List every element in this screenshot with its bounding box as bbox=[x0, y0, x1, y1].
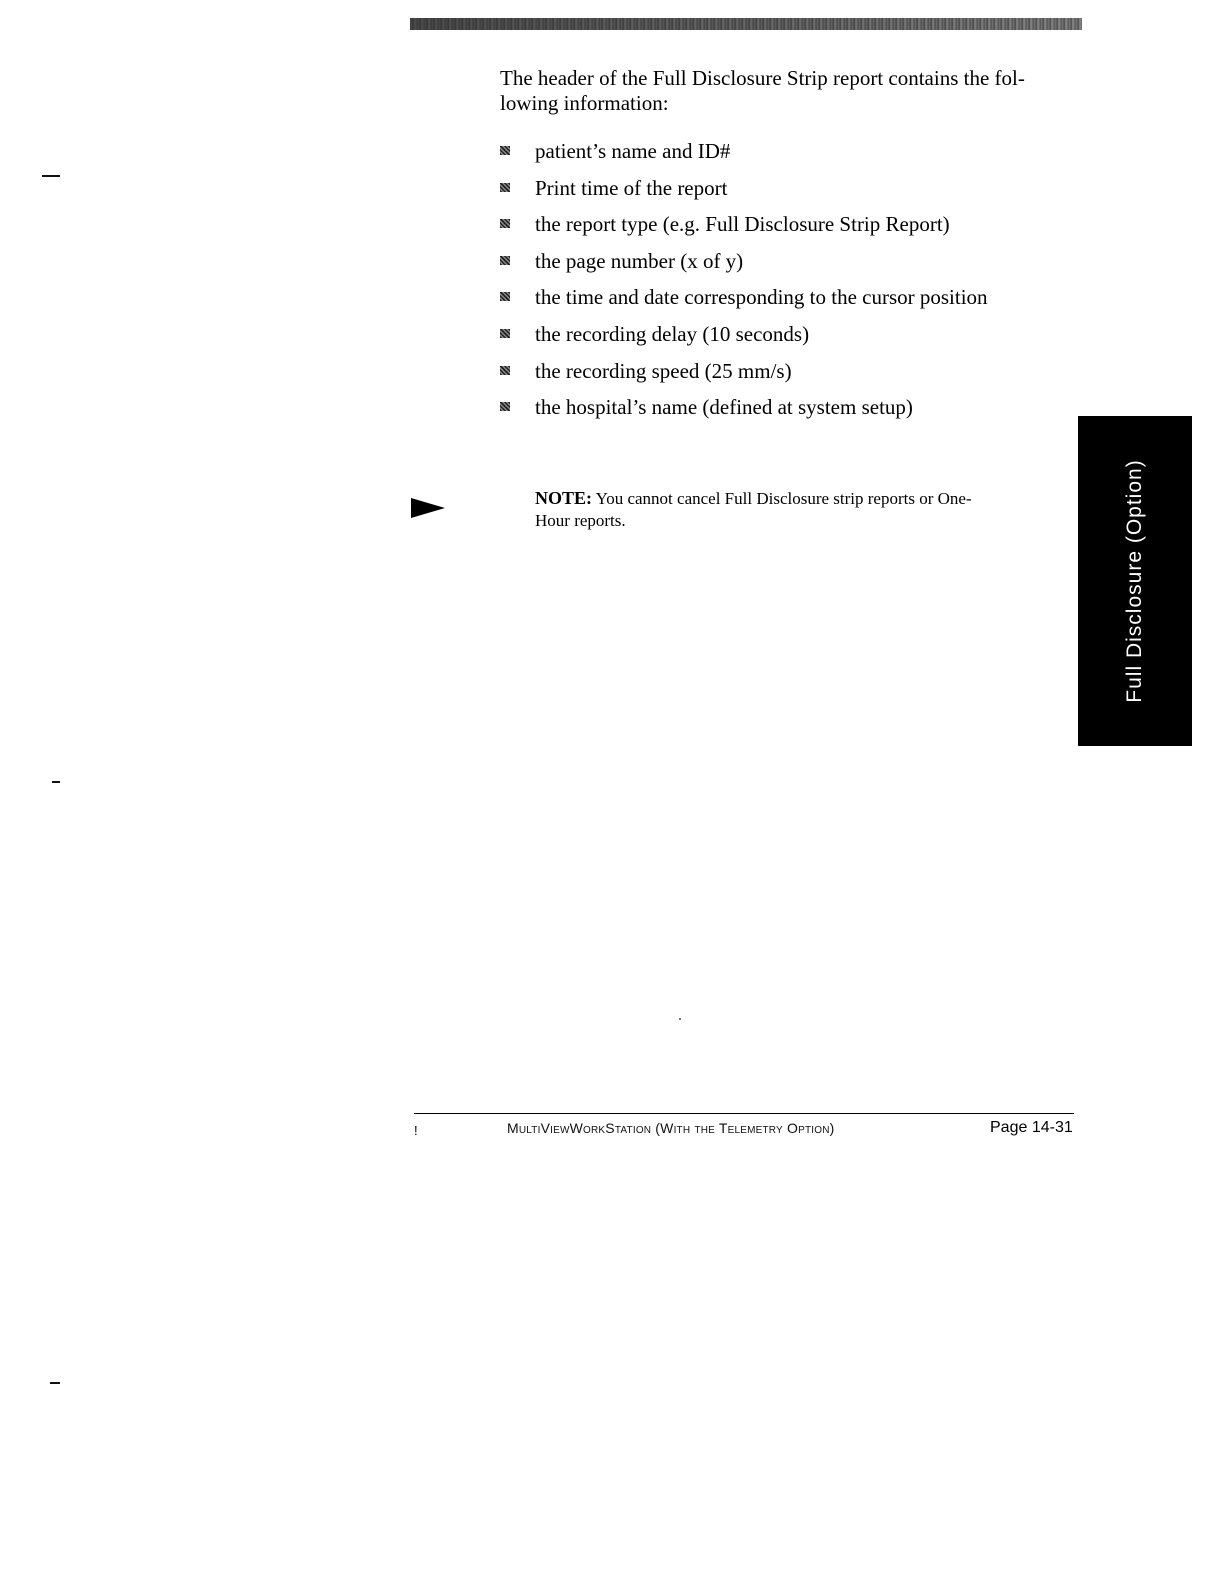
footer-tick: ! bbox=[414, 1123, 418, 1138]
header-decorative-band bbox=[410, 18, 1082, 30]
header-info-list bbox=[500, 137, 988, 430]
bullet-square-icon bbox=[500, 366, 510, 375]
list-item bbox=[500, 210, 988, 247]
note-label: NOTE: bbox=[535, 488, 593, 508]
list-item bbox=[500, 320, 988, 357]
list-item-text: the time and date corresponding to the cursor position bbox=[535, 285, 988, 310]
intro-line-1: The header of the Full Disclosure Strip report contains the fol- bbox=[500, 66, 1025, 90]
list-item bbox=[500, 393, 988, 430]
margin-mark bbox=[42, 175, 60, 177]
page-number: Page 14-31 bbox=[990, 1119, 1073, 1136]
list-item-text: the page number (x of y) bbox=[535, 248, 744, 273]
intro-line-2: lowing information: bbox=[500, 91, 669, 115]
list-item-text: patient’s name and ID# bbox=[535, 139, 731, 163]
footer-rule bbox=[414, 1113, 1074, 1114]
intro-paragraph bbox=[500, 66, 1060, 116]
list-item bbox=[500, 357, 988, 394]
bullet-square-icon bbox=[500, 256, 510, 265]
note-arrow-icon bbox=[411, 498, 445, 518]
list-item-text: the recording speed (25 mm/s) bbox=[535, 358, 792, 383]
list-item-text: the hospital’s name (defined at system setup) bbox=[535, 395, 913, 420]
list-item bbox=[500, 174, 988, 211]
list-item bbox=[500, 283, 988, 320]
margin-mark bbox=[50, 1382, 60, 1384]
bullet-square-icon bbox=[500, 292, 510, 301]
list-item bbox=[500, 137, 988, 174]
bullet-square-icon bbox=[500, 402, 510, 411]
chapter-side-tab-label: Full Disclosure (Option) bbox=[1123, 459, 1146, 703]
list-item-text: the recording delay (10 seconds) bbox=[535, 321, 810, 346]
chapter-side-tab bbox=[1078, 416, 1192, 746]
list-item-text: Print time of the report bbox=[535, 175, 728, 200]
margin-mark bbox=[52, 781, 60, 783]
list-item-text: the report type (e.g. Full Disclosure Strip Report) bbox=[535, 212, 950, 237]
bullet-square-icon bbox=[500, 329, 510, 338]
note-block bbox=[535, 487, 1070, 532]
note-line-1: You cannot cancel Full Disclosure strip reports or One- bbox=[595, 489, 972, 508]
footer-title: MultiViewWorkStation (With the Telemetry Option) bbox=[507, 1120, 835, 1136]
scan-speck bbox=[679, 1018, 681, 1020]
bullet-square-icon bbox=[500, 219, 510, 228]
bullet-square-icon bbox=[500, 183, 510, 192]
list-item bbox=[500, 247, 988, 284]
bullet-square-icon bbox=[500, 146, 510, 155]
note-line-2: Hour reports. bbox=[535, 511, 626, 530]
